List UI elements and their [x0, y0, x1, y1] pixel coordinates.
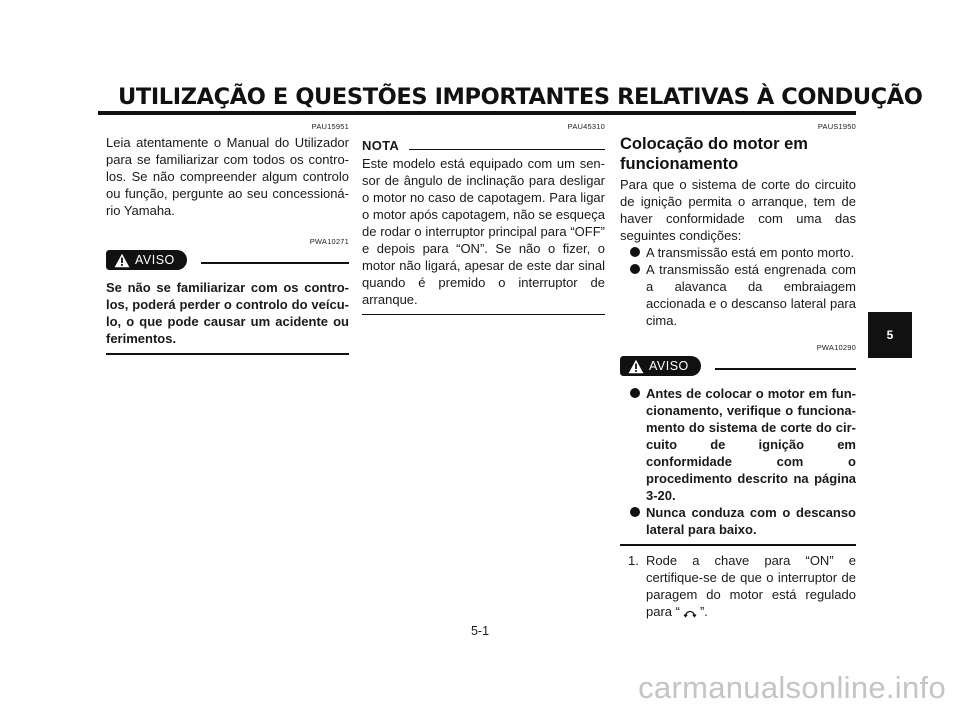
section-code: PAU45310: [567, 122, 605, 131]
conditions-list: [620, 244, 856, 329]
bullet-icon: [630, 247, 640, 257]
warning-text: Se não se familiarizar com os contro-los, poderá perder o controlo do veícu-lo, o que pode causar um acidente ou ferimentos.: [106, 280, 349, 346]
column-right: [620, 122, 856, 620]
warning-end-rule: [620, 544, 856, 546]
watermark: carmanualsonline.info: [638, 670, 946, 705]
engine-run-symbol-icon: [683, 606, 697, 618]
warning-triangle-icon: [114, 253, 130, 268]
warning-label: AVISO: [649, 359, 689, 373]
warning-header-rule: [715, 368, 856, 370]
list-item: A transmissão está em ponto morto.: [620, 244, 856, 261]
note-end-rule: [362, 314, 605, 315]
warning-header: [106, 249, 349, 271]
column-middle: [362, 122, 605, 315]
warning-code: PWA10290: [816, 343, 856, 352]
chapter-tab: 5: [868, 312, 912, 358]
warning-end-rule: [106, 353, 349, 355]
warning-header-rule: [201, 262, 349, 264]
section-code: PAUS1950: [817, 122, 856, 131]
bullet-icon: [630, 264, 640, 274]
step-number: 1.: [628, 553, 639, 568]
step-text: Rode a chave para “ON” e certifique-se de que o interruptor de paragem do motor está regulado para “: [646, 553, 856, 619]
warning-badge: [106, 250, 187, 270]
list-item: Antes de colocar o motor em fun-cionamento, verifique o funciona-mento do sistema de corte do cir-cuito de ignição em conformidade com o procedimento descrito na página 3-20.: [620, 385, 856, 504]
warning-triangle-icon: [628, 359, 644, 374]
note-header-rule: [409, 149, 605, 150]
warning-label: AVISO: [135, 253, 175, 267]
page-title: UTILIZAÇÃO E QUESTÕES IMPORTANTES RELATIVAS À CONDUÇÃO: [118, 84, 923, 110]
step-text-end: ”.: [699, 604, 708, 619]
section-heading: Colocação do motor em funcionamento: [620, 135, 808, 173]
bullet-icon: [630, 507, 640, 517]
page-number: 5-1: [470, 624, 490, 638]
step-1: [620, 552, 856, 620]
note-header: [362, 135, 605, 153]
note-text: Este modelo está equipado com um sen-sor de ângulo de inclinação para desligar o motor no caso de capotagem. Para ligar o motor após capotagem, não se esqueça de rodar o interruptor principal para “OFF” e depois para “ON”. Se não o fizer, o motor não ligará, apesar de este dar sinal quando é premido o interruptor de arranque.: [362, 156, 605, 307]
conditions-intro: Para que o sistema de corte do circuito de ignição permita o arranque, tem de haver conformidade com uma das seguintes condições:: [620, 177, 856, 243]
list-item: A transmissão está engrenada com a alavanca da embraiagem accionada e o descanso lateral para cima.: [620, 261, 856, 329]
warning-code: PWA10271: [309, 237, 349, 246]
section-code: PAU15951: [311, 122, 349, 131]
list-item: Nunca conduza com o descanso lateral para baixo.: [620, 504, 856, 538]
intro-paragraph: Leia atentamente o Manual do Utilizador para se familiarizar com todos os contro-los. Se não compreender algum controlo ou função, pergunte ao seu concessioná-rio Yamaha.: [106, 135, 349, 218]
bullet-icon: [630, 388, 640, 398]
warning-list: [620, 385, 856, 538]
header-rule: [98, 111, 856, 115]
warning-box: [620, 343, 856, 546]
warning-box: [106, 237, 349, 355]
note-label: NOTA: [362, 138, 400, 153]
column-left: [106, 122, 349, 355]
warning-header: [620, 355, 856, 377]
warning-badge: [620, 356, 701, 376]
